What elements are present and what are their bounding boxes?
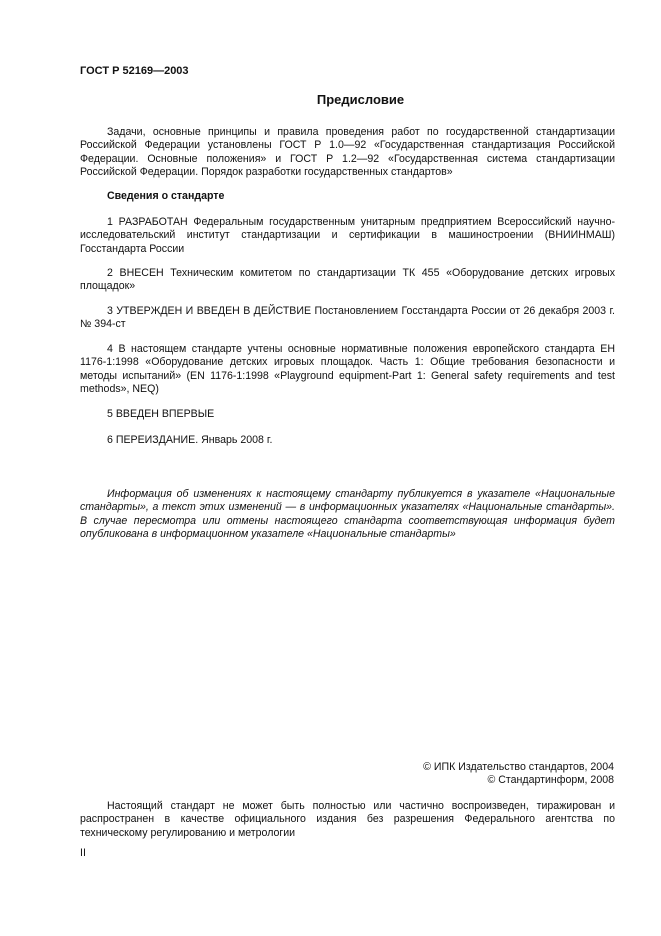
changes-notice: Информация об изменениях к настоящему стандарту публикуется в указателе «Национальные стандарты», а текст этих изменений — в информационных указателях «Национальные стандарты». В случае пересмотра или отмены настоящего стандарта соответствующая информация будет опубликована в информационном указателе «Национальные стандарты»	[80, 488, 615, 541]
copyright-standartinform: © Стандартинформ, 2008	[487, 774, 614, 786]
info-item-2: 2 ВНЕСЕН Техническим комитетом по стандартизации ТК 455 «Оборудование детских игровых площадок»	[80, 267, 615, 293]
info-item-5: 5 ВВЕДЕН ВПЕРВЫЕ	[107, 408, 215, 420]
info-heading: Сведения о стандарте	[107, 190, 225, 202]
reproduction-notice: Настоящий стандарт не может быть полностью или частично воспроизведен, тиражирован и распространен в качестве официального издания без разрешения Федерального агентства по техническому регулированию и метрологии	[80, 800, 615, 839]
intro-paragraph: Задачи, основные принципы и правила проведения работ по государственной стандартизации Российской Федерации установлены ГОСТ Р 1.0—92 «Государственная стандартизация Российской Федерации. Основные положения» и ГОСТ Р 1.2—92 «Государственная система стандартизации Российской Федерации. Порядок разработки государственных стандартов»	[80, 126, 615, 179]
info-item-4: 4 В настоящем стандарте учтены основные нормативные положения европейского стандарта ЕН 1176-1:1998 «Оборудование детских игровых площадок. Часть 1: Общие требования безопасности и методы испытаний» (EN 1176-1:1998 «Playground equipment-Part 1: General safety requirements and test methods», NEQ)	[80, 343, 615, 396]
page-number: II	[80, 847, 86, 859]
copyright-publisher: © ИПК Издательство стандартов, 2004	[423, 761, 614, 773]
info-item-3: 3 УТВЕРЖДЕН И ВВЕДЕН В ДЕЙСТВИЕ Постановлением Госстандарта России от 26 декабря 2003 г. № 394-ст	[80, 305, 615, 331]
document-id: ГОСТ Р 52169—2003	[80, 65, 189, 77]
page-title: Предисловие	[316, 92, 405, 107]
info-item-1: 1 РАЗРАБОТАН Федеральным государственным унитарным предприятием Всероссийский научно-исследовательский институт стандартизации и сертификации в машиностроении (ВНИИНМАШ) Госстандарта России	[80, 216, 615, 255]
info-item-6: 6 ПЕРЕИЗДАНИЕ. Январь 2008 г.	[107, 434, 273, 446]
